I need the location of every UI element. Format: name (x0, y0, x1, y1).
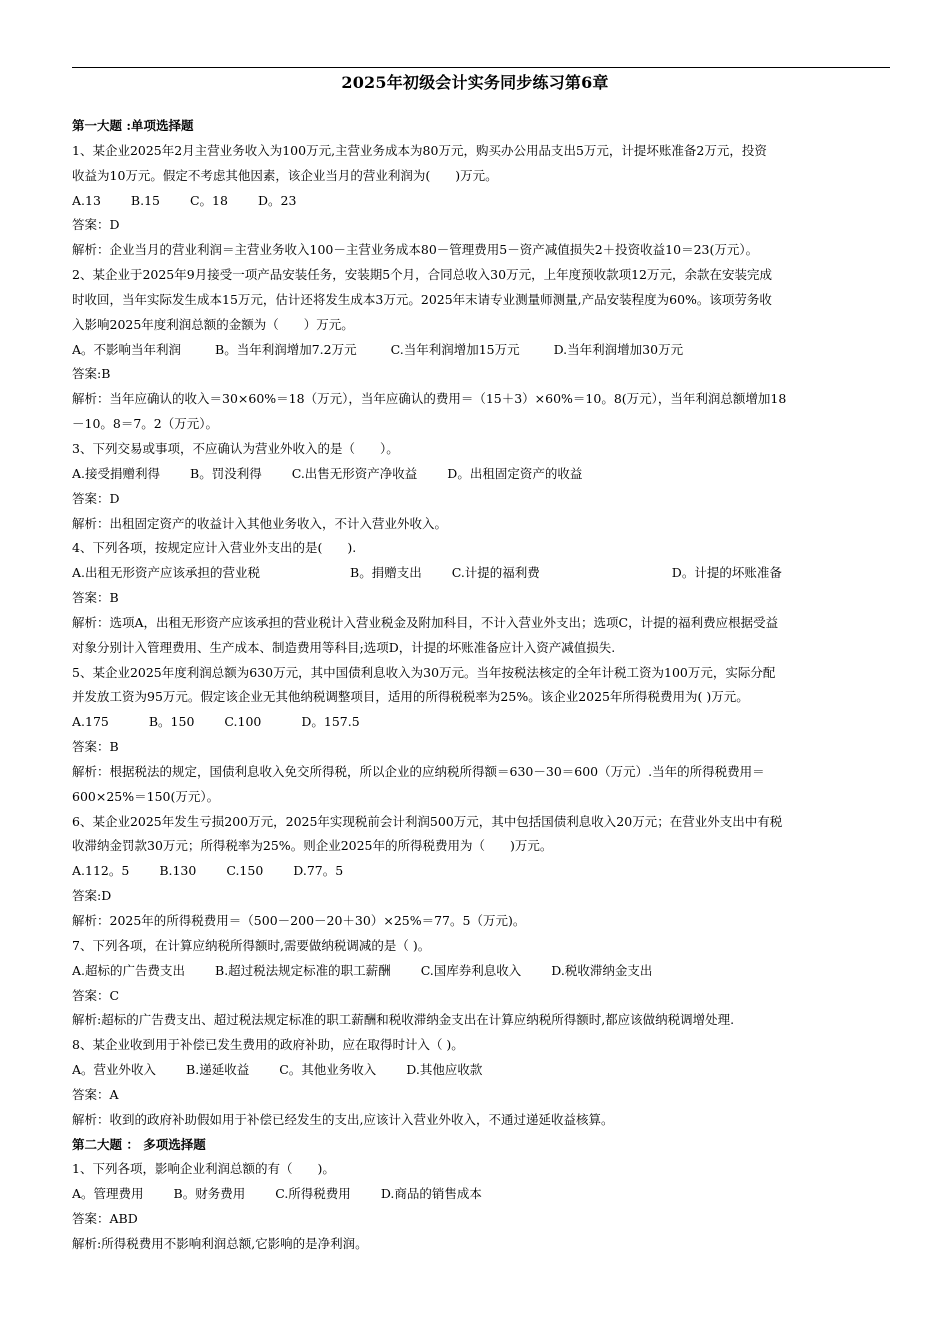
answer-line: 答案：A (72, 1086, 119, 1102)
question-text: 6、某企业2025年发生亏损200万元，2025年实现税前会计利润500万元，其中包括国债利息收入20万元；在营业外支出中有税 (72, 813, 783, 829)
option-item: D。计提的坏账准备 (671, 565, 782, 581)
explanation-text: －10。8＝7。2（万元）。 (72, 416, 219, 432)
option-item: A.超标的广告费支出 (72, 962, 186, 978)
options-row (72, 338, 890, 363)
question-text: 7、下列各项，在计算应纳税所得额时,需要做纳税调减的是（ )。 (72, 937, 431, 953)
option-item: C.所得税费用 (275, 1186, 351, 1202)
option-item: C.国库券利息收入 (420, 962, 522, 978)
answer-line: 答案:B (72, 366, 111, 382)
option-item: B.130 (159, 863, 197, 879)
option-item: A.接受捐赠利得 (72, 465, 161, 481)
option-item: B。捐赠支出 (350, 565, 422, 581)
answer-line: 答案：ABD (72, 1211, 138, 1227)
question-text: 收滞纳金罚款30万元；所得税率为25%。则企业2025年的所得税费用为（ )万元。 (72, 838, 553, 854)
section-heading: 第二大题 ： 多项选择题 (72, 1136, 206, 1152)
option-item: D。出租固定资产的收益 (447, 465, 583, 481)
answer-line: 答案：B (72, 590, 119, 606)
option-item: B。罚没利得 (190, 465, 262, 481)
options-row (72, 462, 890, 487)
explanation-text: 解析:所得税费用不影响利润总额,它影响的是净利润。 (72, 1235, 368, 1251)
option-item: A.175 (72, 714, 109, 730)
explanation-text: 解析：收到的政府补助假如用于补偿已经发生的支出,应该计入营业外收入，不通过递延收益核算。 (72, 1111, 614, 1127)
options-row (72, 959, 890, 984)
question-text: 2、某企业于2025年9月接受一项产品安装任务，安装期5个月，合同总收入30万元，上年度预收款项12万元，余款在安装完成 (72, 267, 772, 283)
option-item: B.超过税法规定标准的职工薪酬 (215, 962, 391, 978)
answer-line: 答案：D (72, 217, 120, 233)
answer-line: 答案：C (72, 987, 120, 1003)
options-row (72, 189, 890, 214)
option-item: A.出租无形资产应该承担的营业税 (72, 565, 261, 581)
answer-line: 答案：B (72, 739, 119, 755)
option-item: C。其他业务收入 (279, 1062, 377, 1078)
page-title: 2025年初级会计实务同步练习第6章 (341, 73, 609, 92)
options-row (72, 710, 890, 735)
option-item: D.商品的销售成本 (380, 1186, 482, 1202)
explanation-text: 600×25%＝150(万元）。 (72, 788, 220, 804)
explanation-text: 解析：选项A，出租无形资产应该承担的营业税计入营业税金及附加科目，不计入营业外支出；选项C，计提的福利费应根据受益 (72, 614, 779, 630)
option-item: A.112。5 (72, 863, 130, 879)
question-text: 1、下列各项，影响企业利润总额的有（ )。 (72, 1161, 335, 1177)
options-row (72, 561, 890, 586)
option-item: B。150 (148, 714, 195, 730)
option-item: C.150 (226, 863, 264, 879)
option-item: A.13 (72, 192, 101, 208)
explanation-text: 解析：当年应确认的收入＝30×60%＝18（万元），当年应确认的费用＝（15＋3）×60%＝10。8(万元），当年利润总额增加18 (72, 391, 787, 407)
question-text: 8、某企业收到用于补偿已发生费用的政府补助，应在取得时计入（ )。 (72, 1037, 464, 1053)
option-item: D。157.5 (301, 714, 360, 730)
question-text: 收益为10万元。假定不考虑其他因素，该企业当月的营业利润为( )万元。 (72, 167, 498, 183)
option-item: C.出售无形资产净收益 (291, 465, 418, 481)
question-text: 并发放工资为95万元。假定该企业无其他纳税调整项目，适用的所得税税率为25%。该企业2025年所得税费用为( )万元。 (72, 689, 749, 705)
option-item: B.递延收益 (186, 1062, 250, 1078)
question-text: 入影响2025年度利润总额的金额为（ ）万元。 (72, 316, 354, 332)
explanation-text: 解析：根据税法的规定，国债利息收入免交所得税，所以企业的应纳税所得额＝630－30＝600（万元）.当年的所得税费用＝ (72, 763, 765, 779)
option-item: B.15 (130, 192, 160, 208)
question-text: 时收回，当年实际发生成本15万元，估计还将发生成本3万元。2025年末请专业测量师测量,产品安装程度为60%。该项劳务收 (72, 291, 772, 307)
option-item: D.77。5 (293, 863, 344, 879)
options-row (72, 1058, 890, 1083)
option-item: D.其他应收款 (406, 1062, 483, 1078)
option-item: A。营业外收入 (72, 1062, 157, 1078)
option-item: C.100 (224, 714, 262, 730)
option-item: C。18 (189, 192, 228, 208)
option-item: A。管理费用 (72, 1186, 144, 1202)
option-item: B。财务费用 (173, 1186, 246, 1202)
section-heading: 第一大题 :单项选择题 (72, 118, 194, 133)
options-row (72, 859, 890, 884)
question-text: 3、下列交易或事项，不应确认为营业外收入的是（ ）。 (72, 440, 399, 456)
option-item: D.税收滞纳金支出 (551, 962, 653, 978)
explanation-text: 对象分别计入管理费用、生产成本、制造费用等科目;选项D，计提的坏账准备应计入资产减值损失. (72, 639, 616, 655)
document-body (72, 114, 890, 1257)
options-row (72, 1182, 890, 1207)
explanation-text: 解析:超标的广告费支出、超过税法规定标准的职工薪酬和税收滞纳金支出在计算应纳税所得额时,都应该做纳税调增处理. (72, 1012, 735, 1028)
question-text: 4、下列各项，按规定应计入营业外支出的是( ). (72, 540, 357, 556)
question-text: 1、某企业2025年2月主营业务收入为100万元,主营业务成本为80万元，购买办公用品支出5万元，计提坏账准备2万元，投资 (72, 142, 767, 158)
explanation-text: 解析：企业当月的营业利润＝主营业务收入100－主营业务成本80－管理费用5－资产减值损失2＋投资收益10＝23(万元）。 (72, 242, 759, 258)
option-item: C.计提的福利费 (451, 565, 540, 581)
question-text: 5、某企业2025年度利润总额为630万元，其中国债利息收入为30万元。当年按税法核定的全年计税工资为100万元，实际分配 (72, 664, 776, 680)
header-rule (72, 67, 890, 68)
option-item: B。当年利润增加7.2万元 (215, 341, 357, 357)
option-item: C.当年利润增加15万元 (390, 341, 520, 357)
explanation-text: 解析：2025年的所得税费用＝（500－200－20＋30）×25%＝77。5（万元)。 (72, 913, 526, 928)
answer-line: 答案:D (72, 888, 112, 904)
option-item: D。23 (257, 192, 297, 208)
option-item: D.当年利润增加30万元 (553, 341, 684, 357)
explanation-text: 解析：出租固定资产的收益计入其他业务收入，不计入营业外收入。 (72, 515, 448, 531)
option-item: A。不影响当年利润 (72, 341, 182, 357)
answer-line: 答案：D (72, 490, 120, 506)
